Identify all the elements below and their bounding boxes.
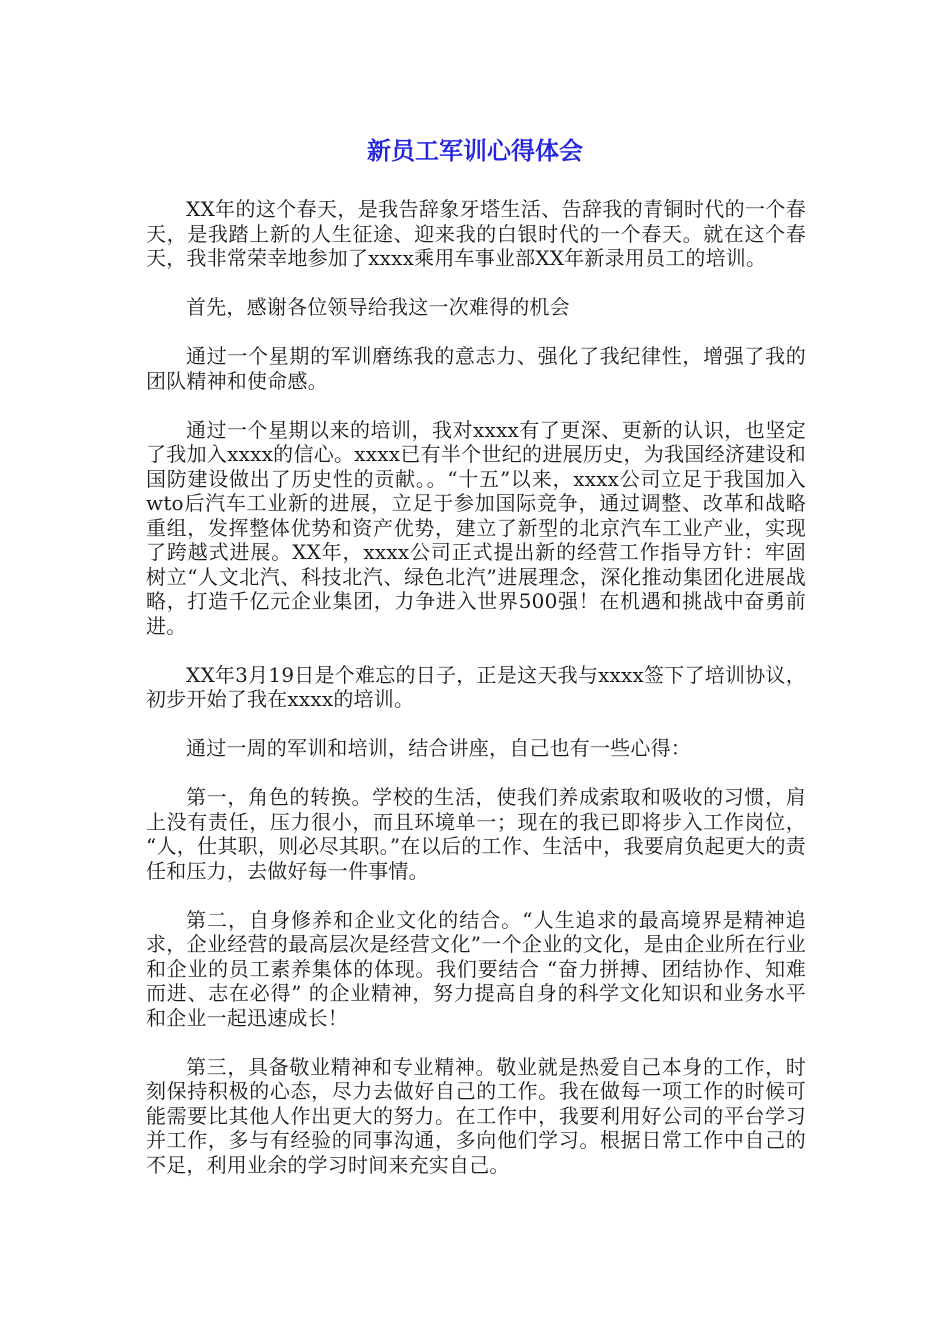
paragraph-8: 第二，自身修养和企业文化的结合。“人生追求的最高境界是精神追求，企业经营的最高层次是经营文化”一个企业的文化，是由企业所在行业和企业的员工素养集体的体现。我们要结合 “奋力拼搏、团结协作、知难而进、志在必得” 的企业精神，努力提高自身的科学文化知识和业务水平和企业一起迅速成长！: [146, 907, 806, 1030]
paragraph-5: XX年3月19日是个难忘的日子，正是这天我与xxxx签下了培训协议，初步开始了我在xxxx的培训。: [146, 662, 806, 711]
paragraph-2: 首先，感谢各位领导给我这一次难得的机会: [186, 295, 570, 319]
paragraph-9: 第三，具备敬业精神和专业精神。敬业就是热爱自己本身的工作，时刻保持积极的心态，尽力去做好自己的工作。我在做每一项工作的时候可能需要比其他人作出更大的努力。在工作中，我要利用好公司的平台学习并工作，多与有经验的同事沟通，多向他们学习。根据日常工作中自己的不足，利用业余的学习时间来充实自己。: [146, 1054, 806, 1177]
paragraph-4: 通过一个星期以来的培训，我对xxxx有了更深、更新的认识，也坚定了我加入xxxx的信心。xxxx已有半个世纪的进展历史，为我国经济建设和国防建设做出了历史性的贡献。。“十五”以来，xxxx公司立足于我国加入wto后汽车工业新的进展，立足于参加国际竞争，通过调整、改革和战略重组，发挥整体优势和资产优势，建立了新型的北京汽车工业产业，实现了跨越式进展。XX年，xxxx公司正式提出新的经营工作指导方针：牢固树立“人文北汽、科技北汽、绿色北汽”进展理念，深化推动集团化进展战略，打造千亿元企业集团，力争进入世界500强！在机遇和挑战中奋勇前进。: [146, 417, 806, 638]
paragraph-7: 第一，角色的转换。学校的生活，使我们养成索取和吸收的习惯，肩上没有责任，压力很小，而且环境单一；现在的我已即将步入工作岗位， “人，仕其职，则必尽其职。”在以后的工作、生活中，我要肩负起更大的责任和压力，去做好每一件事情。: [146, 785, 806, 883]
document-title: 新员工军训心得体会: [367, 137, 583, 165]
paragraph-1: XX年的这个春天，是我告辞象牙塔生活、告辞我的青铜时代的一个春天，是我踏上新的人生征途、迎来我的白银时代的一个春天。就在这个春天，我非常荣幸地参加了xxxx乘用车事业部XX年新录用员工的培训。: [146, 197, 806, 270]
paragraph-3: 通过一个星期的军训磨练我的意志力、强化了我纪律性，增强了我的团队精神和使命感。: [146, 344, 806, 393]
paragraph-6: 通过一周的军训和培训，结合讲座，自己也有一些心得：: [186, 736, 691, 760]
document-body: [146, 197, 806, 1202]
